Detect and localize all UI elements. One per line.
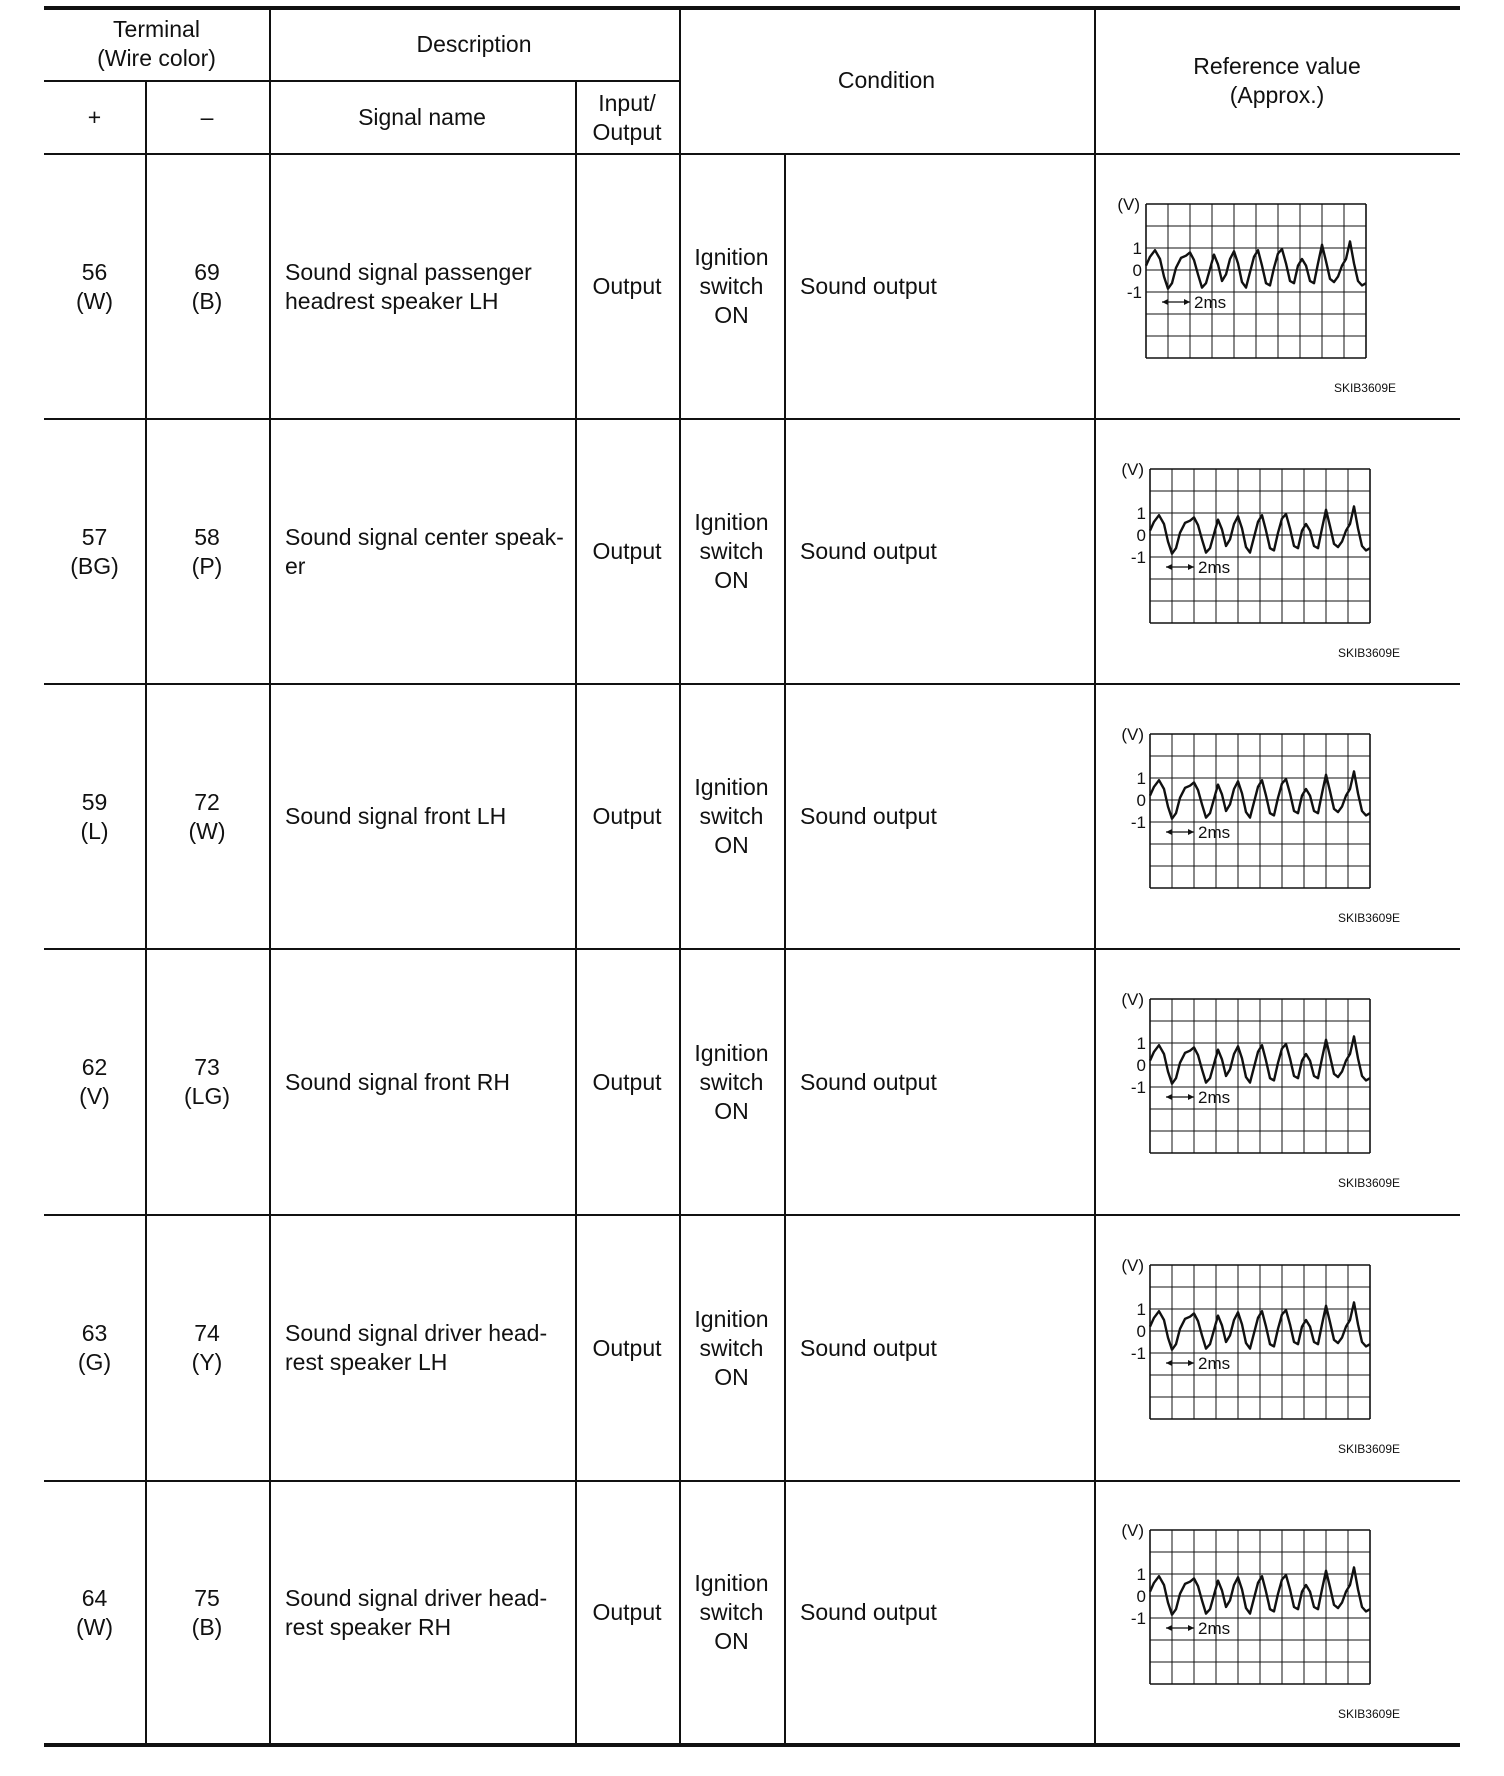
- time-span-label: 2ms: [1198, 558, 1231, 577]
- table-bottom-border: [44, 1743, 1460, 1747]
- header-signal-name: Signal name: [358, 104, 486, 130]
- y-tick-label: 1: [1136, 1300, 1146, 1319]
- figure-code: SKIB3609E: [1337, 646, 1400, 660]
- row-input-output: Output: [592, 1068, 662, 1095]
- waveform-chart: [1106, 190, 1406, 400]
- y-tick-label: -1: [1130, 1078, 1146, 1097]
- waveform-chart: [1110, 985, 1410, 1195]
- y-unit-label: (V): [1117, 195, 1140, 214]
- row-condition-state: Sound output: [800, 1334, 937, 1361]
- time-span-label: 2ms: [1198, 823, 1231, 842]
- row-input-output: Output: [592, 273, 662, 299]
- y-tick-label: -1: [1130, 1609, 1146, 1628]
- figure-code: SKIB3609E: [1337, 1442, 1400, 1456]
- time-span-arrow: [1166, 1094, 1172, 1100]
- y-tick-label: -1: [1130, 548, 1146, 567]
- header-plus: +: [87, 104, 102, 130]
- time-span-arrow: [1188, 564, 1194, 570]
- time-span-arrow: [1188, 1360, 1194, 1366]
- y-tick-label: 1: [1136, 1034, 1146, 1053]
- reference-waveform: [1106, 190, 1406, 405]
- time-span-arrow: [1166, 829, 1172, 835]
- row-condition-state: Sound output: [800, 803, 937, 829]
- row-input-output: Output: [592, 803, 662, 829]
- time-span-label: 2ms: [1194, 293, 1227, 312]
- row-plus-terminal: 57 (BG): [70, 523, 119, 579]
- y-tick-label: -1: [1126, 283, 1142, 302]
- y-unit-label: (V): [1121, 1256, 1144, 1275]
- row-signal-name: Sound signal driver head- rest speaker LH: [285, 1320, 548, 1375]
- time-span-arrow: [1188, 829, 1194, 835]
- y-tick-label: 0: [1136, 1322, 1146, 1341]
- header-terminal: Terminal (Wire color): [97, 16, 216, 71]
- y-unit-label: (V): [1121, 990, 1144, 1009]
- row-condition-switch: Ignition switch ON: [694, 1039, 769, 1124]
- y-tick-label: 0: [1136, 1587, 1146, 1606]
- row-condition-state: Sound output: [800, 273, 937, 299]
- waveform-chart: [1110, 720, 1410, 930]
- waveform-chart: [1110, 1516, 1410, 1726]
- row-minus-terminal: 58 (P): [191, 523, 223, 579]
- row-condition-switch: Ignition switch ON: [694, 774, 769, 858]
- figure-code: SKIB3609E: [1337, 1176, 1400, 1190]
- y-tick-label: 1: [1136, 769, 1146, 788]
- row-plus-terminal: 59 (L): [80, 788, 109, 844]
- time-span-arrow: [1188, 1625, 1194, 1631]
- row-plus-terminal: 64 (W): [75, 1584, 114, 1640]
- row-condition-state: Sound output: [800, 1068, 937, 1095]
- time-span-label: 2ms: [1198, 1088, 1231, 1107]
- header-description: Description: [416, 30, 532, 57]
- time-span-arrow: [1166, 1625, 1172, 1631]
- time-span-arrow: [1184, 299, 1190, 305]
- header-reference-value: Reference value (Approx.): [1193, 52, 1361, 108]
- y-unit-label: (V): [1121, 460, 1144, 479]
- y-tick-label: -1: [1130, 813, 1146, 832]
- row-condition-switch: Ignition switch ON: [694, 509, 769, 593]
- reference-waveform: [1110, 455, 1410, 670]
- y-tick-label: 0: [1136, 791, 1146, 810]
- row-input-output: Output: [592, 538, 662, 564]
- y-tick-label: 0: [1136, 1056, 1146, 1075]
- row-signal-name: Sound signal passenger headrest speaker LH: [285, 258, 532, 314]
- row-signal-name: Sound signal center speak- er: [285, 523, 564, 579]
- row-signal-name: Sound signal driver head- rest speaker RH: [285, 1584, 548, 1640]
- reference-waveform: [1110, 720, 1410, 935]
- row-minus-terminal: 69 (B): [191, 258, 223, 314]
- time-span-label: 2ms: [1198, 1619, 1231, 1638]
- row-plus-terminal: 63 (G): [77, 1320, 112, 1375]
- row-condition-state: Sound output: [800, 1599, 937, 1625]
- reference-waveform: [1110, 1516, 1410, 1731]
- header-condition: Condition: [837, 67, 936, 93]
- row-minus-terminal: 75 (B): [191, 1584, 223, 1640]
- row-signal-name: Sound signal front RH: [285, 1068, 511, 1095]
- row-minus-terminal: 73 (LG): [184, 1054, 230, 1109]
- figure-code: SKIB3609E: [1337, 911, 1400, 925]
- y-tick-label: 0: [1136, 526, 1146, 545]
- y-unit-label: (V): [1121, 725, 1144, 744]
- row-minus-terminal: 72 (W): [188, 788, 226, 844]
- col-divider: [1094, 6, 1096, 1744]
- row-input-output: Output: [592, 1599, 662, 1625]
- row-plus-terminal: 62 (V): [79, 1054, 110, 1109]
- y-tick-label: 1: [1132, 239, 1142, 258]
- reference-waveform: [1110, 985, 1410, 1200]
- y-tick-label: -1: [1130, 1344, 1146, 1363]
- row-plus-terminal: 56 (W): [75, 258, 114, 314]
- row-condition-switch: Ignition switch ON: [694, 1305, 769, 1390]
- y-tick-label: 0: [1132, 261, 1142, 280]
- y-unit-label: (V): [1121, 1521, 1144, 1540]
- time-span-arrow: [1166, 564, 1172, 570]
- row-input-output: Output: [592, 1334, 662, 1361]
- time-span-label: 2ms: [1198, 1354, 1231, 1373]
- reference-waveform: [1110, 1251, 1410, 1466]
- y-tick-label: 1: [1136, 1565, 1146, 1584]
- y-tick-label: 1: [1136, 504, 1146, 523]
- time-span-arrow: [1166, 1360, 1172, 1366]
- header-input-output: Input/ Output: [592, 89, 662, 145]
- row-signal-name: Sound signal front LH: [285, 803, 507, 829]
- figure-code: SKIB3609E: [1333, 381, 1396, 395]
- waveform-chart: [1110, 455, 1410, 665]
- time-span-arrow: [1188, 1094, 1194, 1100]
- header-minus: –: [200, 104, 214, 130]
- waveform-chart: [1110, 1251, 1410, 1461]
- row-condition-switch: Ignition switch ON: [694, 1570, 769, 1654]
- figure-code: SKIB3609E: [1337, 1707, 1400, 1721]
- row-minus-terminal: 74 (Y): [191, 1320, 223, 1375]
- terminal-reference-table: [44, 0, 1460, 1776]
- row-condition-switch: Ignition switch ON: [694, 244, 769, 328]
- time-span-arrow: [1162, 299, 1168, 305]
- row-condition-state: Sound output: [800, 538, 937, 564]
